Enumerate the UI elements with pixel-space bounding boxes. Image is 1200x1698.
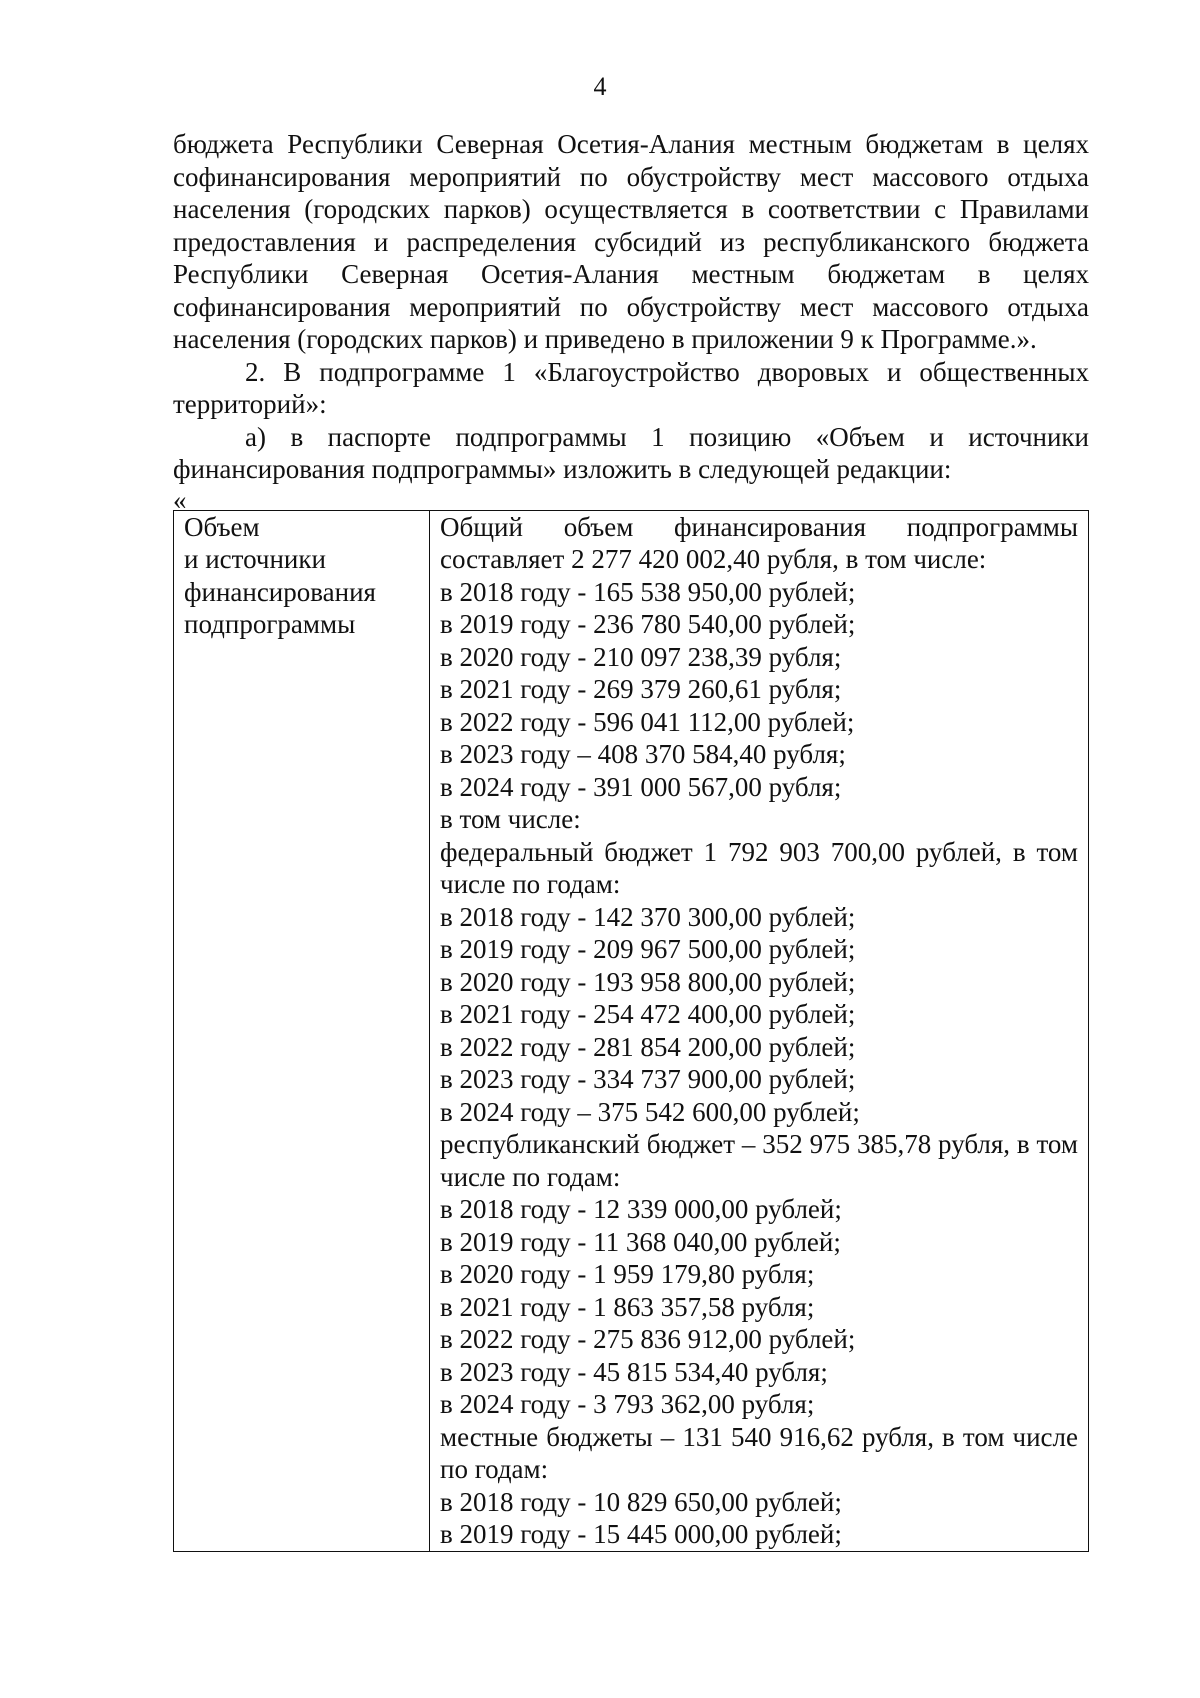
table-line: в 2018 году - 142 370 300,00 рублей; bbox=[440, 901, 856, 932]
paragraph-passport-change: а) в паспорте подпрограммы 1 позицию «Объем и источники финансирования подпрограммы» изложить в следующей редакции: bbox=[173, 421, 1089, 484]
table-line: в 2024 году - 391 000 567,00 рубля; bbox=[440, 771, 842, 802]
label-line: и источники bbox=[184, 544, 326, 574]
table-line: в 2021 году - 254 472 400,00 рублей; bbox=[440, 999, 856, 1029]
table-line: в 2018 году - 10 829 650,00 рублей; bbox=[440, 1486, 842, 1517]
table-line: в 2019 году - 209 967 500,00 рублей; bbox=[440, 934, 856, 964]
table-line: в 2022 году - 596 041 112,00 рублей; bbox=[440, 706, 855, 737]
financing-table bbox=[173, 510, 1089, 1552]
label-line: финансирования bbox=[184, 576, 376, 607]
table-line: в 2020 году - 1 959 179,80 рубля; bbox=[440, 1259, 815, 1289]
table-line: в 2022 году - 281 854 200,00 рублей; bbox=[440, 1031, 856, 1062]
table-row bbox=[174, 510, 1089, 1551]
table-line: в 2018 году - 165 538 950,00 рублей; bbox=[440, 576, 856, 607]
federal-budget-text: федеральный бюджет 1 792 903 700,00 рублей, в том числе по годам: bbox=[440, 836, 1078, 899]
table-label-cell bbox=[174, 510, 430, 1551]
total-financing-text: Общий объем финансирования подпрограммы составляет 2 277 420 002,40 рубля, в том числе: bbox=[440, 511, 1078, 574]
page-number: 4 bbox=[593, 72, 607, 101]
label-line: подпрограммы bbox=[184, 609, 356, 639]
local-budgets-text: местные бюджеты – 131 540 916,62 рубля, в том числе по годам: bbox=[440, 1421, 1078, 1484]
republican-budget-text: республиканский бюджет – 352 975 385,78 рубля, в том числе по годам: bbox=[440, 1129, 1078, 1192]
document-body bbox=[173, 128, 1089, 1552]
table-line: в 2019 году - 11 368 040,00 рублей; bbox=[440, 1226, 841, 1257]
table-line: в 2020 году - 193 958 800,00 рублей; bbox=[440, 966, 856, 997]
table-value-cell bbox=[430, 510, 1089, 1551]
table-line: в 2018 году - 12 339 000,00 рублей; bbox=[440, 1194, 842, 1224]
paragraph-subprogram-1: 2. В подпрограмме 1 «Благоустройство дворовых и общественных территорий»: bbox=[173, 356, 1089, 419]
table-line: в 2023 году – 408 370 584,40 рубля; bbox=[440, 739, 846, 769]
table-line: в 2022 году - 275 836 912,00 рублей; bbox=[440, 1324, 856, 1354]
table-line: в 2024 году – 375 542 600,00 рублей; bbox=[440, 1096, 860, 1127]
label-line: Объем bbox=[184, 511, 260, 542]
table-line: в 2021 году - 269 379 260,61 рубля; bbox=[440, 674, 842, 704]
opening-quote: « bbox=[173, 484, 187, 515]
table-line: в том числе: bbox=[440, 804, 581, 834]
table-line: в 2019 году - 15 445 000,00 рублей; bbox=[440, 1519, 842, 1549]
table-line: в 2024 году - 3 793 362,00 рубля; bbox=[440, 1389, 815, 1419]
table-line: в 2023 году - 45 815 534,40 рубля; bbox=[440, 1356, 828, 1387]
table-line: в 2023 году - 334 737 900,00 рублей; bbox=[440, 1064, 856, 1094]
paragraph-continuation: бюджета Республики Северная Осетия-Алания местным бюджетам в целях софинансирования мероприятий по обустройству мест массового отдыха населения (городских парков) осуществляется в соответствии с Правилами предоставления и распределения субсидий из республиканского бюджета Республики Северная Осетия-Алания местным бюджетам в целях софинансирования мероприятий по обустройству мест массового отдыха населения (городских парков) и приведено в приложении 9 к Программе.». bbox=[173, 129, 1089, 354]
table-line: в 2021 году - 1 863 357,58 рубля; bbox=[440, 1291, 815, 1322]
table-line: в 2020 году - 210 097 238,39 рубля; bbox=[440, 641, 842, 672]
table-line: в 2019 году - 236 780 540,00 рублей; bbox=[440, 609, 856, 639]
